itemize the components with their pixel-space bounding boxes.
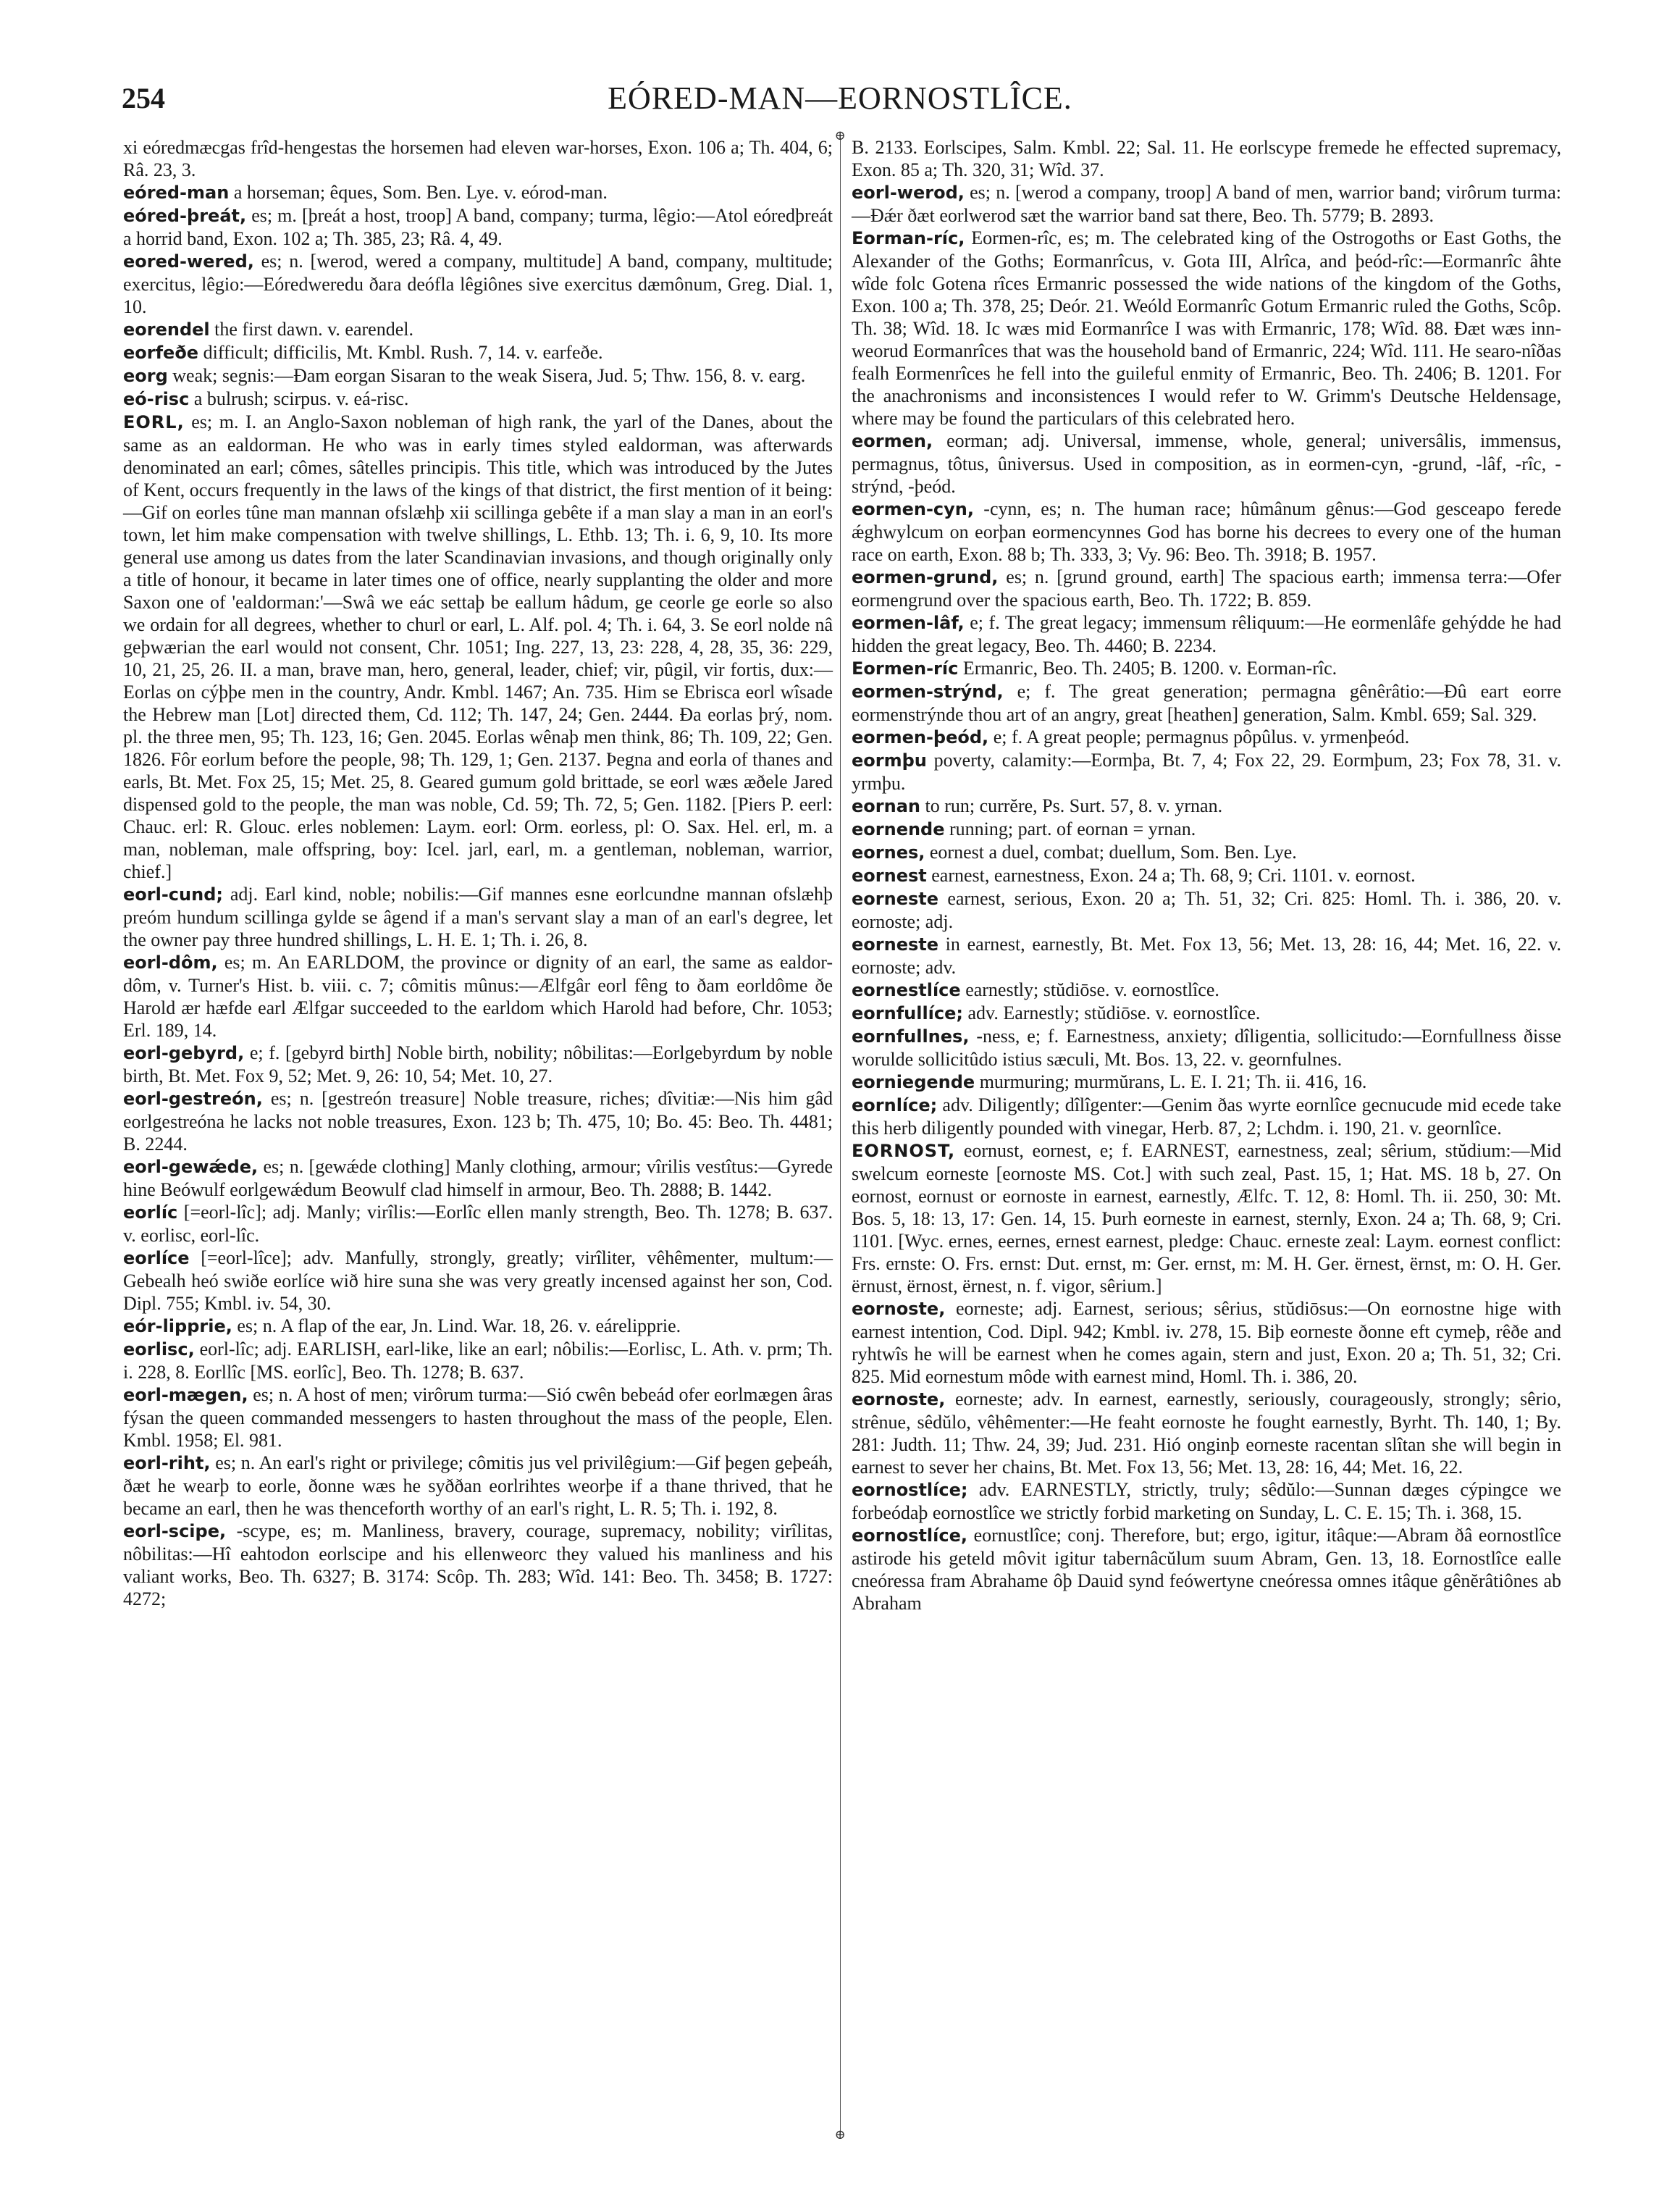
entry-headword: eornestlíce [852,980,961,1000]
dictionary-entry [852,430,1561,498]
entry-text: -ness, e; f. Earnestness, anxiety; dîligentia, sollicitudo:—Eornfullness ðisse worulde sollicitûdo istius sæculi, Mt. Bos. 13, 22. v. geornfulnes. [852,1026,1562,1070]
dictionary-entry [852,1002,1561,1025]
dictionary-entry [123,1452,833,1520]
dictionary-entry [852,1388,1561,1478]
dictionary-entry [852,1094,1561,1139]
dictionary-entry [852,726,1561,749]
entry-text: Ermanric, Beo. Th. 2405; B. 1200. v. Eorman-rîc. [962,658,1337,679]
entry-text: e; f. The great generation; permagna gênêrâtio:—Ðû eart eorre eormenstrýnde thou art of an angry, great [heathen] generation, Salm. Kmbl. 659; Sal. 329. [852,681,1562,725]
entry-headword: eormen-lâf, [852,613,965,633]
entry-headword: eorl-gewǽde, [123,1157,259,1177]
entry-headword: EORL, [123,412,185,432]
dictionary-entry [852,1025,1561,1071]
entry-headword: eorl-werod, [852,183,965,203]
entry-headword: eornes, [852,842,925,863]
dictionary-entry [123,204,833,250]
entry-headword: eornoste, [852,1389,946,1410]
right-column [852,136,1561,1614]
entry-headword: eornlíce; [852,1095,938,1115]
entry-headword: eornende [852,819,945,839]
entry-text: running; part. of eornan = yrnan. [949,818,1196,839]
entry-headword: eorneste [852,889,938,909]
entry-text: e; f. [gebyrd birth] Noble birth, nobility; nôbilitas:—Eorlgebyrdum by noble birth, Bt. Met. Fox 9, 52; Met. 9, 26: 10, 54; Met. 10, 27. [123,1042,833,1086]
dictionary-entry [852,1524,1561,1614]
entry-text: adj. Earl kind, noble; nobilis:—Gif mannes esne eorlcundne mannan ofslæhþ preóm hundum scillinga gylde se âgend if a man's servant slay a man of an earl's degree, let the owner pay three hundred shillings, L. H. E. 1; Th. i. 26, 8. [123,884,833,950]
entry-text: e; f. A great people; permagnus pôpûlus. v. yrmenþeód. [993,726,1410,747]
entry-headword: eored-wered, [123,251,254,272]
entry-headword: eó-risc [123,389,190,409]
entry-headword: eormen, [852,431,933,451]
dictionary-entry [852,680,1561,726]
dictionary-entry [852,136,1561,181]
entry-headword: eorl-gebyrd, [123,1043,245,1063]
entry-headword: eorfeðe [123,343,199,363]
dictionary-entry [852,887,1561,933]
dictionary-entry [123,364,833,388]
entry-headword: eorl-gestreón, [123,1089,263,1109]
dictionary-entry [123,1338,833,1383]
dictionary-entry [852,864,1561,887]
page-number: 254 [122,82,165,114]
dictionary-entry [123,951,833,1042]
entry-headword: eormen-strýnd, [852,682,1004,702]
entry-text: adv. Earnestly; stŭdiōse. v. eornostlîce. [967,1002,1261,1023]
entry-text: xi eóredmæcgas frîd-hengestas the horsemen had eleven war-horses, Exon. 106 a; Th. 404, 6; Râ. 23, 3. [123,137,833,180]
dictionary-entry [123,1383,833,1452]
dictionary-entry [123,318,833,341]
entry-headword: eorl-mægen, [123,1385,248,1405]
entry-text: earnest, earnestness, Exon. 24 a; Th. 68, 9; Cri. 1101. v. eornost. [931,865,1416,886]
entry-text: eornust, eornest, e; f. EARNEST, earnestness, zeal; sêrium, stŭdium:—Mid swelcum eorneste [eornoste MS. Cot.] with such zeal, Past. 15, 1; Hat. MS. 18 b, 27. On eornost, eornust or eornoste in earnest, earnestly, Ælfc. T. 12, 8: Homl. Th. ii. 250, 30: Mt. Bos. 5, 18: 13, 17: Gen. 14, 15. Þurh eorneste in earnest, sternly, Exon. 24 a; Th. 68, 9; Cri. 1101. [Wyc. ernes, eernes, ernest earnest, pledge: Chauc. erneste zeal: Laym. eornest conflict: Frs. ernste: O. Frs. ernst: Dut. ernst, m: Ger. ernst, m: M. H. Ger. ërnest, ërnst, m: O. H. Ger. ërnust, ërnost, ërnest, n. f. vigor, sêrium.] [852,1140,1561,1297]
entry-text: es; n. [werod, wered a company, multitude] A band, company, multitude; exercitus, lêgio:—Eóredweredu ðara deófla lêgiônes sive exercitus dæmônum, Greg. Dial. 1, 10. [123,251,833,317]
column-rule [840,135,841,2134]
dictionary-entry [123,341,833,364]
entry-text: difficult; difficilis, Mt. Kmbl. Rush. 7, 14. v. earfeðe. [203,342,603,363]
entry-headword: eornfullíce; [852,1003,963,1023]
dictionary-entry [123,1201,833,1247]
entry-headword: eorl-cund; [123,884,223,905]
dictionary-entry [852,181,1561,227]
dictionary-entry [123,181,833,204]
entry-text: es; n. [werod a company, troop] A band of men, warrior band; virôrum turma:—Ðǽr ðæt eorlwerod sæt the warrior band sat there, Beo. Th. 5779; B. 2893. [852,182,1561,226]
entry-text: to run; currĕre, Ps. Surt. 57, 8. v. yrnan. [925,795,1223,816]
entry-headword: eormþu [852,750,927,771]
entry-headword: eornostlíce, [852,1525,968,1546]
dictionary-entry [852,1139,1561,1297]
dictionary-entry [852,227,1561,430]
entry-text: B. 2133. Eorlscipes, Salm. Kmbl. 22; Sal. 11. He eorlscype fremede he effected supremacy, Exon. 85 a; Th. 320, 31; Wîd. 37. [852,137,1561,180]
entry-text: in earnest, earnestly, Bt. Met. Fox 13, 56; Met. 13, 28: 16, 44; Met. 16, 22. v. eornoste; adv. [852,934,1562,978]
entry-headword: eór-lipprie, [123,1316,232,1336]
entry-headword: eorniegende [852,1072,975,1092]
entry-text: es; n. An earl's right or privilege; cômitis jus vel privilêgium:—Gif þegen geþeáh, ðæt he wearþ to eorle, ðonne wæs he syððan eorlrihtes weorþe if a thane thrived, that he became an earl, then he was thenceforth worthy of an earl's right, L. R. 5; Th. i. 192, 8. [123,1452,833,1519]
entry-text: adv. EARNESTLY, strictly, truly; sêdŭlo:—Sunnan dæges cýpingce we forbeódaþ eornostlîce we strictly forbid marketing on Sunday, L. C. E. 15; Th. i. 368, 15. [852,1479,1561,1523]
column-rule-mark-bottom: ⊕ [834,2127,846,2142]
entry-headword: eormen-cyn, [852,499,975,519]
dictionary-entry [852,818,1561,841]
dictionary-entry [123,388,833,411]
entry-text: e; f. The great legacy; immensum rêliquum:—He eormenlâfe gehýdde he had hidden the great legacy, Beo. Th. 4460; B. 2234. [852,612,1562,656]
entry-text: murmuring; murmŭrans, L. E. I. 21; Th. ii. 416, 16. [979,1071,1367,1092]
entry-headword: eornoste, [852,1299,946,1319]
entry-text: eorneste; adv. In earnest, earnestly, seriously, courageously, strongly; sêrio, strênue, sêdŭlo, vêhêmenter:—He feaht eornoste he fought earnestly, Byrht. Th. 140, 1; By. 281: Judth. 11; Thw. 24, 39; Jud. 231. Hió onginþ eorneste racentan slîtan she will begin in earnest to sever her chains, Bt. Met. Fox 13, 56; Met. 13, 28: 16, 44; Met. 16, 22. [852,1388,1561,1478]
entry-headword: EORNOST, [852,1141,956,1161]
entry-headword: eorlíc [123,1202,178,1223]
dictionary-entry [123,1520,833,1610]
dictionary-entry [123,411,833,883]
dictionary-entry [852,657,1561,680]
dictionary-entry [123,136,833,181]
entry-headword: Eorman-ríc, [852,228,965,248]
entry-headword: eorl-dôm, [123,952,218,973]
entry-text: a horseman; êques, Som. Ben. Lye. v. eórod-man. [233,182,608,203]
dictionary-entry [123,250,833,318]
dictionary-entry [852,611,1561,657]
dictionary-entry [852,1297,1561,1388]
dictionary-entry [852,795,1561,818]
left-column [123,136,833,1610]
dictionary-entry [123,1042,833,1087]
entry-text: eornest a duel, combat; duellum, Som. Ben. Lye. [929,842,1297,863]
entry-headword: Eormen-ríc [852,658,959,679]
entry-text: poverty, calamity:—Eormþa, Bt. 7, 4; Fox 22, 29. Eormþum, 23; Fox 78, 31. v. yrmþu. [852,750,1561,794]
dictionary-entry [852,1071,1561,1094]
dictionary-entry [123,1155,833,1201]
entry-text: es; n. A host of men; virôrum turma:—Sió cwên bebeád ofer eorlmægen âras fýsan the queen commanded messengers to hasten throughout the mass of the people, Elen. Kmbl. 1958; El. 981. [123,1384,833,1451]
dictionary-entry [852,933,1561,979]
dictionary-entry [123,1087,833,1155]
entry-headword: eorendel [123,319,210,340]
entry-text: eornustlîce; conj. Therefore, but; ergo, igitur, itâque:—Abram ðâ eornostlîce astirode his geteld môvit igitur tabernâcŭlum suum Abram, Gen. 13, 18. Eornostlîce ealle cneóressa fram Abrahame ôþ Dauid synd feówertyne cneóressa omnes itâque gênĕrâtiônes ab Abraham [852,1525,1561,1614]
entry-text: es; n. [gewǽde clothing] Manly clothing, armour; vîrilis vestîtus:—Gyrede hine Beówulf eorlgewǽdum Beowulf clad himself in armour, Beo. Th. 2888; B. 1442. [123,1156,833,1200]
dictionary-entry [852,979,1561,1002]
entry-headword: eorl-riht, [123,1453,211,1473]
entry-text: Eormen-rîc, es; m. The celebrated king of the Ostrogoths or East Goths, the Alexander of the Goths; Eormanrîcus, v. Gota III, Alrîca, and þeód-rîc:—Eormanrîc âhte wîde folc Gotena rîces Ermanric possessed the wide nations of the kingdom of the Goths, Exon. 100 a; Th. 378, 25; Deór. 21. Weóld Eormanrîc Gotum Ermanric ruled the Goths, Scôp. Th. 38; Wîd. 18. Ic wæs mid Eormanrîce I was with Ermanric, 178; Wîd. 88. Ðæt wæs inn-weorud Eormanrîces that was the household band of Ermanric, 224; Wîd. 111. He searo-nîðas fealh Eormenrîces he fell into the guileful enmity of Ermanric, Beo. Th. 2406; B. 1201. For the anachronisms and inconsistences I would refer to W. Grimm's Deutsche Heldensage, where may be found the particulars of this celebrated hero. [852,227,1562,429]
entry-headword: eorl-scipe, [123,1521,227,1541]
dictionary-entry [123,1315,833,1338]
dictionary-entry [123,883,833,951]
entry-text: a bulrush; scirpus. v. eá-risc. [193,388,409,409]
entry-headword: eorlíce [123,1248,190,1268]
entry-headword: eóred-þreát, [123,206,247,226]
entry-text: es; n. [grund ground, earth] The spacious earth; immensa terra:—Ofer eormengrund over the spacious earth, Beo. Th. 1722; B. 859. [852,566,1562,611]
column-rule-mark-top: ⊕ [834,128,846,143]
entry-text: es; n. A flap of the ear, Jn. Lind. War. 18, 26. v. eárelipprie. [237,1315,681,1336]
entry-text: es; m. I. an Anglo-Saxon nobleman of high rank, the yarl of the Danes, about the same as an ealdorman. He who was in early times styled ealdorman, was afterwards denominated an earl; cômes, sâtelles principis. This title, which was introduced by the Jutes of Kent, occurs frequently in the laws of the kings of that district, the first mention of it being:—Gif on eorles tûne man mannan ofslæhþ xii scillinga gebête if a man slay a man in an eorl's town, let him make compensation with twelve shillings, L. Ethb. 13; Th. i. 6, 9, 10. Its more general use among us dates from the later Scandinavian invasions, and though originally only a title of honour, it became in later times one of office, nearly supplanting the older and more Saxon one of 'ealdorman:'—Swâ we eác settaþ be eallum hâdum, ge ceorle ge eorle so also we ordain for all degrees, whether to churl or earl, L. Alf. pol. 4; Th. i. 64, 3. Se eorl nolde nâ geþwærian the earl would not consent, Chr. 1051; Ing. 227, 13, 23: 228, 4, 28, 35, 36: 229, 10, 21, 25, 26. II. a man, brave man, hero, general, leader, chief; vir, pûgil, vir fortis, dux:—Eorlas on cýþþe men in the country, Andr. Kmbl. 1467; An. 735. Him se Ebrisca eorl wîsade the Hebrew man [Lot] directed them, Cd. 112; Th. 147, 24; Gen. 2444. Ða eorlas þrý, nom. pl. the three men, 95; Th. 123, 16; Gen. 2045. Eorlas wênaþ men think, 86; Th. 109, 22; Gen. 1826. Fôr eorlum before the people, 98; Th. 129, 1; Gen. 2137. Þegna and eorla of thanes and earls, Bt. Met. Fox 25, 15; Met. 25, 8. Geared gumum gold brittade, se eorl wæs æðele Jared dispensed gold to the people, the man was noble, Cd. 59; Th. 72, 5; Gen. 1182. [Piers P. eerl: Chauc. erl: R. Glouc. erles noblemen: Laym. eorl: Orm. eorless, pl: O. Sax. Hel. erl, m. a man, nobleman, male offspring, boy: Icel. jarl, earl, m. a gentleman, nobleman, warrior, chief.] [123,411,833,882]
dictionary-entry [852,566,1561,611]
dictionary-entry [852,749,1561,795]
entry-headword: eornan [852,796,920,816]
entry-text: es; m. [þreát a host, troop] A band, company; turma, lêgio:—Atol eóredþreát a horrid band, Exon. 102 a; Th. 385, 23; Râ. 4, 49. [123,205,833,249]
entry-text: weak; segnis:—Ðam eorgan Sisaran to the weak Sisera, Jud. 5; Thw. 156, 8. v. earg. [172,365,806,386]
entry-headword: eóred-man [123,183,230,203]
entry-text: eorl-lîc; adj. EARLISH, earl-like, like an earl; nôbilis:—Eorlisc, L. Ath. v. prm; Th. i. 228, 8. Eorllîc [MS. eorlîc], Beo. Th. 1278; B. 637. [123,1339,833,1383]
entry-text: adv. Diligently; dîlîgenter:—Genim ðas wyrte eornlîce gecnucude mid ecede take this herb diligently pounded with vinegar, Herb. 87, 2; Lchdm. i. 190, 21. v. geornlîce. [852,1094,1561,1139]
dictionary-entry [852,1478,1561,1524]
entry-text: -cynn, es; n. The human race; hûmânum gênus:—God gesceapo ferede ǽghwylcum on eorþan eormencynnes God has borne his decrees to every one of the human race on earth, Exon. 88 b; Th. 333, 3; Vy. 96: Beo. Th. 3918; B. 1957. [852,498,1561,565]
entry-text: earnestly; stŭdiōse. v. eornostlîce. [965,979,1219,1000]
entry-text: es; m. An EARLDOM, the province or dignity of an earl, the same as ealdor-dôm, v. Turner's Hist. b. viii. c. 7; cômitis mûnus:—Ælfgâr eorl fêng to ðam eorldôme ðe Harold ær hæfde earl Ælfgar succeeded to the earldom which Harold had before, Chr. 1053; Erl. 189, 14. [123,952,833,1041]
entry-text: the first dawn. v. earendel. [214,319,413,340]
entry-text: eorman; adj. Universal, immense, whole, general; universâlis, immensus, permagnus, tôtus, ûniversus. Used in composition, as in eormen-cyn, -grund, -lâf, -rîc, -strýnd, -þeód. [852,430,1562,497]
entry-text: eorneste; adj. Earnest, serious; sêrius, stŭdiōsus:—On eornostne hige with earnest intention, Cod. Dipl. 942; Kmbl. iv. 278, 15. Biþ eorneste ðonne eft cymeþ, rêðe and ryhtwîs he will be earnest when he comes again, stern and just, Exon. 20 a; Th. 51, 32; Cri. 825. Mid eornestum môde with earnest mind, Homl. Th. i. 386, 20. [852,1298,1561,1387]
running-head: EÓRED-MAN—EORNOSTLÎCE. [608,80,1072,116]
entry-text: es; n. [gestreón treasure] Noble treasure, riches; dîvitiæ:—Nis him gâd eorlgestreóna he lacks not noble treasures, Exon. 123 b; Th. 475, 10; Bo. 45: Beo. Th. 4481; B. 2244. [123,1088,833,1155]
dictionary-entry [123,1247,833,1315]
entry-headword: eorneste [852,934,938,955]
entry-text: -scype, es; m. Manliness, bravery, courage, supremacy, nobility; virîlitas, nôbilitas:—Hî eahtodon eorlscipe and his ellenweorc they valued his manliness and his valiant works, Beo. Th. 6327; B. 3174: Scôp. Th. 283; Wîd. 141: Beo. Th. 3458; B. 1727: 4272; [123,1520,833,1609]
entry-headword: eornest [852,866,927,886]
entry-headword: eorg [123,366,168,386]
entry-headword: eorlisc, [123,1339,195,1360]
entry-text: [=eorl-lîc]; adj. Manly; virîlis:—Eorlîc ellen manly strength, Beo. Th. 1278; B. 637. v. eorlisc, eorl-lîc. [123,1202,833,1246]
entry-headword: eormen-þeód, [852,727,989,747]
dictionary-entry [852,841,1561,864]
entry-headword: eornostlíce; [852,1480,968,1500]
entry-text: [=eorl-lîce]; adv. Manfully, strongly, greatly; virîliter, vêhêmenter, multum:—Gebealh heó swiðe eorlíce wið hire suna she was very greatly incensed against her son, Cod. Dipl. 755; Kmbl. iv. 54, 30. [123,1247,833,1314]
dictionary-entry [852,498,1561,566]
entry-headword: eormen-grund, [852,567,999,587]
entry-text: earnest, serious, Exon. 20 a; Th. 51, 32; Cri. 825: Homl. Th. i. 386, 20. v. eornoste; adj. [852,888,1562,932]
entry-headword: eornfullnes, [852,1026,970,1047]
